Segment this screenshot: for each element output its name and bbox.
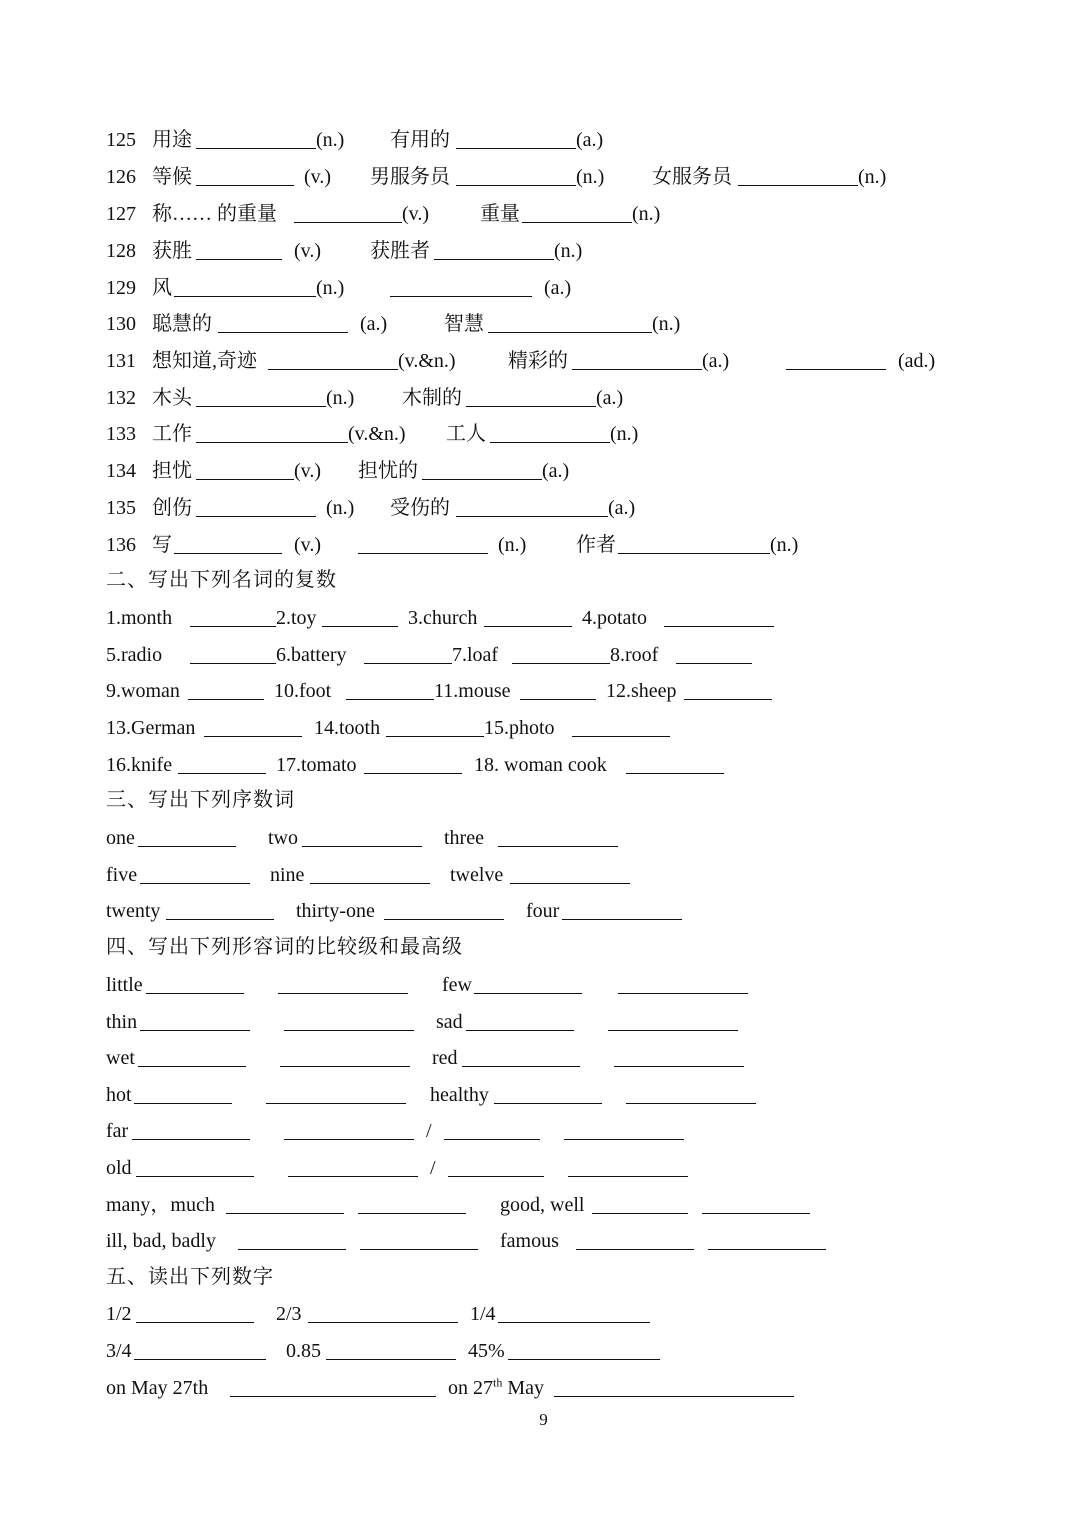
chinese-prompt: 精彩的 bbox=[508, 350, 568, 372]
chinese-prompt: 重量 bbox=[480, 203, 520, 225]
answer-blank[interactable] bbox=[218, 332, 348, 333]
part-of-speech: (v.) bbox=[294, 460, 322, 482]
answer-blank[interactable] bbox=[618, 993, 748, 994]
part-of-speech: (v.) bbox=[304, 166, 332, 188]
answer-blank[interactable] bbox=[466, 1030, 574, 1031]
answer-blank[interactable] bbox=[302, 846, 422, 847]
answer-blank[interactable] bbox=[196, 516, 316, 517]
answer-blank[interactable] bbox=[386, 736, 484, 737]
word-prompt: 4.potato bbox=[582, 607, 647, 629]
answer-blank[interactable] bbox=[444, 1139, 540, 1140]
number-prompt: 0.85 bbox=[286, 1340, 321, 1362]
answer-blank[interactable] bbox=[422, 479, 542, 480]
part-of-speech: (a.) bbox=[360, 313, 388, 335]
answer-blank[interactable] bbox=[568, 1176, 688, 1177]
part-of-speech: (a.) bbox=[542, 460, 570, 482]
answer-blank[interactable] bbox=[284, 1030, 414, 1031]
part-of-speech: (n.) bbox=[858, 166, 887, 188]
part-of-speech: (ad.) bbox=[898, 350, 936, 372]
answer-blank[interactable] bbox=[684, 699, 772, 700]
answer-blank[interactable] bbox=[488, 332, 652, 333]
date-prompt: on May 27th bbox=[106, 1377, 209, 1399]
answer-blank[interactable] bbox=[136, 1322, 254, 1323]
number-prompt: 1/2 bbox=[106, 1303, 132, 1325]
row-number: 129 bbox=[106, 277, 136, 299]
answer-blank[interactable] bbox=[572, 736, 670, 737]
answer-blank[interactable] bbox=[196, 148, 316, 149]
answer-blank[interactable] bbox=[358, 1213, 466, 1214]
row-number: 132 bbox=[106, 387, 136, 409]
chinese-prompt: 男服务员 bbox=[370, 166, 450, 188]
word-prompt: 17.tomato bbox=[276, 754, 357, 776]
word-prompt: one bbox=[106, 827, 135, 849]
answer-blank[interactable] bbox=[498, 1322, 650, 1323]
word-prompt: thin bbox=[106, 1011, 138, 1033]
chinese-prompt: 风 bbox=[152, 277, 172, 299]
word-prompt: 2.toy bbox=[276, 607, 317, 629]
answer-blank[interactable] bbox=[456, 148, 576, 149]
answer-blank[interactable] bbox=[196, 406, 326, 407]
answer-blank[interactable] bbox=[510, 883, 630, 884]
part-of-speech: (n.) bbox=[554, 240, 583, 262]
answer-blank[interactable] bbox=[266, 1103, 406, 1104]
chinese-prompt: 有用的 bbox=[390, 129, 450, 151]
part-of-speech: (n.) bbox=[770, 534, 799, 556]
part-of-speech: (v.) bbox=[294, 240, 322, 262]
answer-blank[interactable] bbox=[140, 883, 250, 884]
word-prompt: 7.loaf bbox=[452, 644, 499, 666]
row-number: 135 bbox=[106, 497, 136, 519]
answer-blank[interactable] bbox=[346, 699, 434, 700]
answer-blank[interactable] bbox=[196, 259, 282, 260]
chinese-prompt: 木制的 bbox=[402, 387, 462, 409]
answer-blank[interactable] bbox=[576, 1249, 694, 1250]
word-prompt: nine bbox=[270, 864, 305, 886]
word-prompt: far bbox=[106, 1120, 129, 1142]
word-prompt: little bbox=[106, 974, 143, 996]
chinese-prompt: 工作 bbox=[152, 423, 192, 445]
part-of-speech: (n.) bbox=[316, 129, 345, 151]
answer-blank[interactable] bbox=[614, 1066, 744, 1067]
answer-blank[interactable] bbox=[230, 1396, 436, 1397]
answer-blank[interactable] bbox=[434, 259, 554, 260]
word-prompt: 10.foot bbox=[274, 680, 332, 702]
word-prompt: twelve bbox=[450, 864, 504, 886]
section-heading-numbers: 五、读出下列数字 bbox=[106, 1266, 274, 1288]
part-of-speech: (v.&n.) bbox=[398, 350, 456, 372]
word-prompt: 3.church bbox=[408, 607, 478, 629]
answer-blank[interactable] bbox=[190, 663, 276, 664]
row-number: 128 bbox=[106, 240, 136, 262]
date-prompt bbox=[448, 1374, 544, 1402]
number-prompt: 1/4 bbox=[470, 1303, 496, 1325]
word-prompt: two bbox=[268, 827, 298, 849]
number-prompt: 3/4 bbox=[106, 1340, 132, 1362]
word-prompt: 12.sheep bbox=[606, 680, 677, 702]
word-prompt: wet bbox=[106, 1047, 135, 1069]
answer-blank[interactable] bbox=[134, 1359, 266, 1360]
row-number: 130 bbox=[106, 313, 136, 335]
word-prompt: sad bbox=[436, 1011, 463, 1033]
part-of-speech: (n.) bbox=[326, 387, 355, 409]
row-number: 125 bbox=[106, 129, 136, 151]
chinese-prompt: 想知道,奇迹 bbox=[152, 350, 257, 372]
answer-blank[interactable] bbox=[786, 369, 886, 370]
word-prompt: hot bbox=[106, 1084, 132, 1106]
word-prompt: famous bbox=[500, 1230, 559, 1252]
chinese-prompt: 称…… 的重量 bbox=[152, 203, 277, 225]
chinese-prompt: 智慧 bbox=[444, 313, 484, 335]
answer-blank[interactable] bbox=[322, 626, 398, 627]
part-of-speech: (v.&n.) bbox=[348, 423, 406, 445]
part-of-speech: (a.) bbox=[702, 350, 730, 372]
answer-blank[interactable] bbox=[294, 222, 402, 223]
slash-separator: / bbox=[430, 1157, 436, 1179]
word-prompt: old bbox=[106, 1157, 132, 1179]
answer-blank[interactable] bbox=[676, 663, 752, 664]
word-prompt: 11.mouse bbox=[434, 680, 511, 702]
answer-blank[interactable] bbox=[462, 1066, 580, 1067]
answer-blank[interactable] bbox=[664, 626, 774, 627]
word-prompt: many，much bbox=[106, 1194, 215, 1216]
answer-blank[interactable] bbox=[456, 185, 576, 186]
chinese-prompt: 写 bbox=[152, 534, 172, 556]
word-prompt: 18. woman cook bbox=[474, 754, 607, 776]
word-prompt: thirty-one bbox=[296, 900, 375, 922]
answer-blank[interactable] bbox=[288, 1176, 418, 1177]
answer-blank[interactable] bbox=[204, 736, 302, 737]
answer-blank[interactable] bbox=[554, 1396, 794, 1397]
part-of-speech: (n.) bbox=[498, 534, 527, 556]
part-of-speech: (n.) bbox=[610, 423, 639, 445]
slash-separator: / bbox=[426, 1120, 432, 1142]
part-of-speech: (v.) bbox=[294, 534, 322, 556]
answer-blank[interactable] bbox=[226, 1213, 344, 1214]
word-prompt: 14.tooth bbox=[314, 717, 381, 739]
answer-blank[interactable] bbox=[174, 553, 282, 554]
word-prompt: few bbox=[442, 974, 472, 996]
word-prompt: 16.knife bbox=[106, 754, 173, 776]
answer-blank[interactable] bbox=[284, 1139, 414, 1140]
answer-blank[interactable] bbox=[508, 1359, 660, 1360]
answer-blank[interactable] bbox=[138, 846, 236, 847]
answer-blank[interactable] bbox=[308, 1322, 458, 1323]
answer-blank[interactable] bbox=[618, 553, 770, 554]
answer-blank[interactable] bbox=[178, 773, 266, 774]
answer-blank[interactable] bbox=[268, 369, 398, 370]
section-heading-comparatives: 四、写出下列形容词的比较级和最高级 bbox=[106, 936, 463, 958]
answer-blank[interactable] bbox=[166, 919, 274, 920]
answer-blank[interactable] bbox=[364, 773, 462, 774]
answer-blank[interactable] bbox=[592, 1213, 688, 1214]
answer-blank[interactable] bbox=[138, 1066, 246, 1067]
answer-blank[interactable] bbox=[448, 1176, 544, 1177]
answer-blank[interactable] bbox=[136, 1176, 254, 1177]
word-prompt: 15.photo bbox=[484, 717, 555, 739]
answer-blank[interactable] bbox=[738, 185, 858, 186]
row-number: 133 bbox=[106, 423, 136, 445]
answer-blank[interactable] bbox=[702, 1213, 810, 1214]
answer-blank[interactable] bbox=[626, 1103, 756, 1104]
answer-blank[interactable] bbox=[196, 442, 348, 443]
word-prompt: red bbox=[432, 1047, 458, 1069]
word-prompt: four bbox=[526, 900, 560, 922]
chinese-prompt: 担忧 bbox=[152, 460, 192, 482]
row-number: 127 bbox=[106, 203, 136, 225]
answer-blank[interactable] bbox=[522, 222, 632, 223]
part-of-speech: (a.) bbox=[596, 387, 624, 409]
part-of-speech: (n.) bbox=[326, 497, 355, 519]
answer-blank[interactable] bbox=[174, 296, 316, 297]
answer-blank[interactable] bbox=[390, 296, 532, 297]
answer-blank[interactable] bbox=[310, 883, 430, 884]
answer-blank[interactable] bbox=[572, 369, 702, 370]
part-of-speech: (n.) bbox=[316, 277, 345, 299]
chinese-prompt: 受伤的 bbox=[390, 497, 450, 519]
word-prompt: 9.woman bbox=[106, 680, 180, 702]
answer-blank[interactable] bbox=[608, 1030, 738, 1031]
section-heading-plurals: 二、写出下列名词的复数 bbox=[106, 569, 337, 591]
answer-blank[interactable] bbox=[140, 1030, 250, 1031]
answer-blank[interactable] bbox=[132, 1139, 250, 1140]
answer-blank[interactable] bbox=[512, 663, 610, 664]
word-prompt: 5.radio bbox=[106, 644, 163, 666]
word-prompt: three bbox=[444, 827, 484, 849]
answer-blank[interactable] bbox=[456, 516, 608, 517]
section-heading-ordinals: 三、写出下列序数词 bbox=[106, 789, 295, 811]
part-of-speech: (a.) bbox=[608, 497, 636, 519]
word-prompt: 13.German bbox=[106, 717, 196, 739]
number-prompt: 2/3 bbox=[276, 1303, 302, 1325]
chinese-prompt: 创伤 bbox=[152, 497, 192, 519]
chinese-prompt: 作者 bbox=[576, 534, 616, 556]
answer-blank[interactable] bbox=[474, 993, 582, 994]
word-prompt: ill, bad, badly bbox=[106, 1230, 216, 1252]
word-prompt: 1.month bbox=[106, 607, 173, 629]
answer-blank[interactable] bbox=[326, 1359, 456, 1360]
answer-blank[interactable] bbox=[190, 626, 276, 627]
word-prompt: 8.roof bbox=[610, 644, 659, 666]
number-prompt: 45% bbox=[468, 1340, 505, 1362]
row-number: 131 bbox=[106, 350, 136, 372]
part-of-speech: (n.) bbox=[652, 313, 681, 335]
answer-blank[interactable] bbox=[146, 993, 244, 994]
answer-blank[interactable] bbox=[278, 993, 408, 994]
page-number: 9 bbox=[539, 1410, 548, 1429]
word-prompt: 6.battery bbox=[276, 644, 347, 666]
word-prompt: five bbox=[106, 864, 138, 886]
answer-blank[interactable] bbox=[188, 699, 264, 700]
row-number: 134 bbox=[106, 460, 136, 482]
answer-blank[interactable] bbox=[484, 626, 572, 627]
word-prompt: good, well bbox=[500, 1194, 585, 1216]
date-prompt-day: on 27 bbox=[448, 1377, 493, 1399]
part-of-speech: (a.) bbox=[576, 129, 604, 151]
answer-blank[interactable] bbox=[494, 1103, 602, 1104]
answer-blank[interactable] bbox=[466, 406, 596, 407]
chinese-prompt: 获胜 bbox=[152, 240, 192, 262]
answer-blank[interactable] bbox=[196, 185, 294, 186]
answer-blank[interactable] bbox=[134, 1103, 232, 1104]
answer-blank[interactable] bbox=[520, 699, 596, 700]
row-number: 136 bbox=[106, 534, 136, 556]
answer-blank[interactable] bbox=[490, 442, 610, 443]
answer-blank[interactable] bbox=[562, 919, 682, 920]
ordinal-suffix: th bbox=[493, 1375, 503, 1390]
answer-blank[interactable] bbox=[364, 663, 452, 664]
chinese-prompt: 用途 bbox=[152, 129, 192, 151]
chinese-prompt: 担忧的 bbox=[358, 460, 418, 482]
part-of-speech: (n.) bbox=[576, 166, 605, 188]
answer-blank[interactable] bbox=[384, 919, 504, 920]
chinese-prompt: 工人 bbox=[446, 423, 486, 445]
answer-blank[interactable] bbox=[564, 1139, 684, 1140]
chinese-prompt: 女服务员 bbox=[652, 166, 732, 188]
part-of-speech: (v.) bbox=[402, 203, 430, 225]
part-of-speech: (a.) bbox=[544, 277, 572, 299]
answer-blank[interactable] bbox=[498, 846, 618, 847]
chinese-prompt: 木头 bbox=[152, 387, 192, 409]
answer-blank[interactable] bbox=[280, 1066, 410, 1067]
part-of-speech: (n.) bbox=[632, 203, 661, 225]
row-number: 126 bbox=[106, 166, 136, 188]
answer-blank[interactable] bbox=[626, 773, 724, 774]
answer-blank[interactable] bbox=[358, 553, 488, 554]
answer-blank[interactable] bbox=[708, 1249, 826, 1250]
date-prompt-month: May bbox=[507, 1377, 545, 1399]
chinese-prompt: 等候 bbox=[152, 166, 192, 188]
chinese-prompt: 获胜者 bbox=[370, 240, 430, 262]
word-prompt: twenty bbox=[106, 900, 161, 922]
word-prompt: healthy bbox=[430, 1084, 489, 1106]
answer-blank[interactable] bbox=[196, 479, 294, 480]
chinese-prompt: 聪慧的 bbox=[152, 313, 212, 335]
answer-blank[interactable] bbox=[238, 1249, 346, 1250]
answer-blank[interactable] bbox=[360, 1249, 478, 1250]
